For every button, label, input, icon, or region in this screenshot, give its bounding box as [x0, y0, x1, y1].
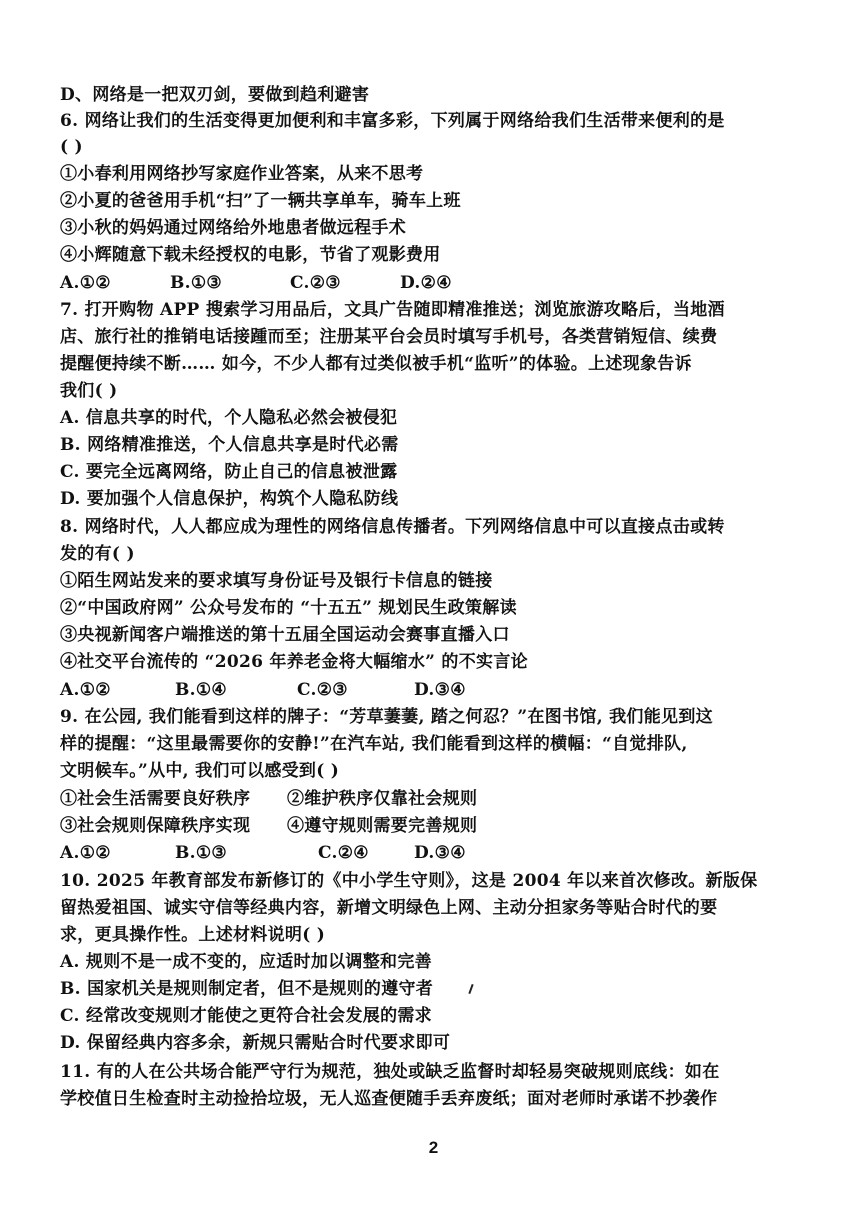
q7-option-c: C. 要完全远离网络，防止自己的信息被泄露 [60, 462, 398, 482]
q8-item-4: ④社交平台流传的 “2026 年养老金将大幅缩水” 的不实言论 [60, 652, 528, 672]
q9-stem-line-2: 样的提醒：“这里最需要你的安静!”在汽车站, 我们能看到这样的横幅：“自觉排队, [60, 734, 688, 754]
q8-option-a: A.①② [60, 680, 111, 700]
q11-stem-line-1: 11. 有的人在公共场合能严守行为规范，独处或缺乏监督时却轻易突破规则底线：如在 [60, 1062, 720, 1082]
q6-stem-line-2: ( ) [60, 137, 83, 157]
q8-option-b: B.①④ [175, 680, 227, 700]
q10-option-b: B. 国家机关是规则制定者，但不是规则的遵守者 [60, 979, 434, 999]
q6-item-1: ①小春利用网络抄写家庭作业答案，从来不思考 [60, 164, 424, 184]
q5-option-d: D、网络是一把双刃剑，要做到趋利避害 [60, 85, 370, 105]
q7-option-b: B. 网络精准推送，个人信息共享是时代必需 [60, 435, 399, 455]
q10-stem-line-3: 求，更具操作性。上述材料说明( ) [60, 925, 326, 945]
page-number: 2 [428, 1138, 439, 1157]
q9-option-d: D.③④ [414, 843, 466, 863]
q8-option-c: C.②③ [297, 680, 348, 700]
q6-option-c: C.②③ [290, 273, 341, 293]
q8-item-1: ①陌生网站发来的要求填写身份证号及银行卡信息的链接 [60, 571, 493, 591]
q7-option-d: D. 要加强个人信息保护，构筑个人隐私防线 [60, 489, 399, 509]
q9-item-1: ①社会生活需要良好秩序 [60, 789, 251, 809]
q9-items-row-2 [60, 816, 477, 836]
q10-option-d: D. 保留经典内容多余，新规只需贴合时代要求即可 [60, 1033, 451, 1053]
q9-item-2: ②维护秩序仅靠社会规则 [287, 789, 478, 809]
q8-stem-line-1: 8. 网络时代，人人都应成为理性的网络信息传播者。下列网络信息中可以直接点击或转 [60, 517, 725, 537]
q11-stem-line-2: 学校值日生检查时主动捡拾垃圾，无人巡查便随手丢弃废纸；面对老师时承诺不抄袭作 [60, 1089, 718, 1109]
q7-stem-line-1: 7. 打开购物 APP 搜索学习用品后，文具广告随即精准推送；浏览旅游攻略后，当地酒 [60, 300, 725, 320]
q10-stem-line-1: 10. 2025 年教育部发布新修订的《中小学生守则》，这是 2004 年以来首次修改。新版保 [60, 871, 758, 891]
q6-item-4: ④小辉随意下载未经授权的电影，节省了观影费用 [60, 245, 441, 265]
scan-mark [468, 984, 473, 994]
q9-items-row-1 [60, 789, 477, 809]
q10-stem-line-2: 留热爱祖国、诚实守信等经典内容，新增文明绿色上网、主动分担家务等贴合时代的要 [60, 898, 718, 918]
q6-option-a: A.①② [60, 273, 111, 293]
q6-stem-line-1: 6. 网络让我们的生活变得更加便利和丰富多彩，下列属于网络给我们生活带来便利的是 [60, 111, 725, 131]
q9-option-c: C.②④ [318, 843, 369, 863]
q9-item-4: ④遵守规则需要完善规则 [287, 816, 478, 836]
q7-stem-line-3: 提醒便持续不断…… 如今，不少人都有过类似被手机“监听”的体验。上述现象告诉 [60, 354, 692, 374]
q6-item-2: ②小夏的爸爸用手机“扫”了一辆共享单车，骑车上班 [60, 191, 461, 211]
q8-options [60, 680, 466, 700]
q8-stem-line-2: 发的有( ) [60, 544, 135, 564]
q8-item-3: ③央视新闻客户端推送的第十五届全国运动会赛事直播入口 [60, 625, 510, 645]
q10-option-c: C. 经常改变规则才能使之更符合社会发展的需求 [60, 1006, 432, 1026]
q6-option-d: D.②④ [400, 273, 452, 293]
q10-option-a: A. 规则不是一成不变的，应适时加以调整和完善 [60, 952, 432, 972]
q6-options [60, 273, 452, 293]
q9-options [60, 843, 466, 863]
q8-item-2: ②“中国政府网” 公众号发布的 “十五五” 规划民生政策解读 [60, 598, 517, 618]
q6-option-b: B.①③ [170, 273, 222, 293]
q7-option-a: A. 信息共享的时代，个人隐私必然会被侵犯 [60, 408, 398, 428]
q9-option-b: B.①③ [175, 843, 227, 863]
q9-stem-line-1: 9. 在公园, 我们能看到这样的牌子：“芳草萋萋, 踏之何忍？”在图书馆, 我们能见到这 [60, 707, 713, 727]
q8-option-d: D.③④ [414, 680, 466, 700]
q9-option-a: A.①② [60, 843, 111, 863]
q9-stem-line-3: 文明候车。”从中, 我们可以感受到( ) [60, 761, 340, 781]
q7-stem-line-2: 店、旅行社的推销电话接踵而至；注册某平台会员时填写手机号，各类营销短信、续费 [60, 327, 718, 347]
q7-stem-line-4: 我们( ) [60, 381, 118, 401]
q9-item-3: ③社会规则保障秩序实现 [60, 816, 251, 836]
q6-item-3: ③小秋的妈妈通过网络给外地患者做远程手术 [60, 218, 406, 238]
